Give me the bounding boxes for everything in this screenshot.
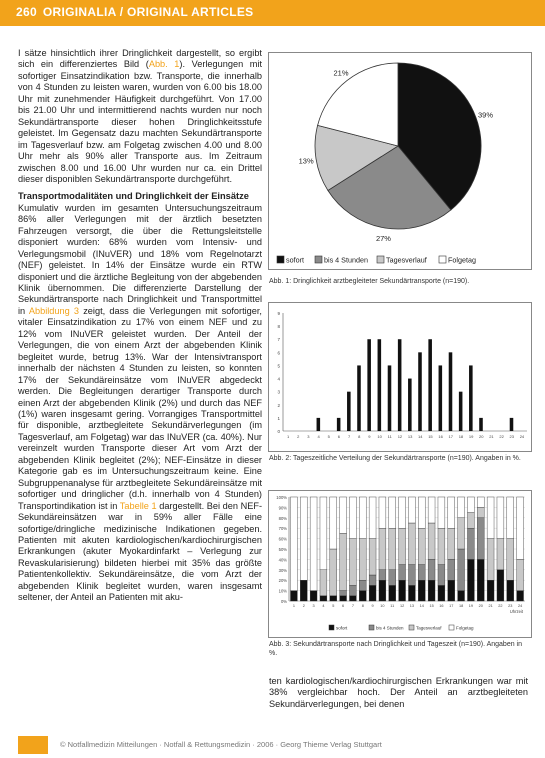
figure-2-caption: Abb. 2: Tageszeitliche Verteilung der Sekundärtransporte (n=190). Angaben in %. bbox=[269, 455, 521, 462]
stacked-bar-segment bbox=[517, 497, 524, 559]
stacked-bar-segment bbox=[320, 596, 327, 601]
stacked-bar-segment bbox=[359, 591, 366, 601]
bar bbox=[367, 339, 371, 431]
bar bbox=[428, 339, 432, 431]
x-tick-label: 2 bbox=[302, 604, 305, 608]
bar bbox=[388, 365, 392, 431]
stacked-bar-segment bbox=[310, 497, 317, 591]
stacked-bar-segment bbox=[507, 539, 514, 581]
stacked-bar-segment bbox=[359, 539, 366, 581]
x-tick-label: 3 bbox=[312, 604, 315, 608]
pie-label: 13% bbox=[298, 156, 314, 166]
stacked-bar-segment bbox=[467, 513, 474, 529]
x-tick-label: 8 bbox=[358, 434, 361, 439]
stacked-bar-segment bbox=[408, 585, 415, 601]
legend-label: Folgetag bbox=[448, 255, 476, 265]
figure-2-bar-chart bbox=[268, 302, 532, 452]
stacked-bar-segment bbox=[477, 559, 484, 601]
legend-label: sofort bbox=[336, 625, 348, 631]
stacked-bar-segment bbox=[477, 507, 484, 517]
y-tick-label: 0% bbox=[280, 599, 287, 604]
y-tick-label: 40% bbox=[278, 557, 287, 563]
x-tick-label: 3 bbox=[307, 434, 310, 439]
x-tick-label: 12 bbox=[397, 434, 403, 439]
x-tick-label: 5 bbox=[327, 434, 330, 439]
stacked-bar-segment bbox=[330, 596, 337, 601]
bar bbox=[398, 339, 402, 431]
y-tick-label: 10% bbox=[278, 588, 287, 594]
x-tick-label: 14 bbox=[419, 604, 424, 608]
legend-label: bis 4 Stunden bbox=[324, 255, 368, 265]
stacked-bar-segment bbox=[477, 497, 484, 507]
stacked-bar-segment bbox=[467, 497, 474, 513]
y-tick-label: 3 bbox=[277, 389, 280, 395]
y-tick-label: 90% bbox=[278, 505, 287, 511]
stacked-bar-segment bbox=[330, 497, 337, 549]
x-tick-label: 1 bbox=[292, 604, 295, 608]
x-tick-label: 24 bbox=[519, 434, 525, 439]
x-tick-label: 7 bbox=[347, 434, 351, 439]
x-tick-label: 12 bbox=[399, 604, 405, 608]
y-tick-label: 20% bbox=[278, 578, 287, 584]
page-footer bbox=[18, 736, 528, 752]
x-tick-label: 13 bbox=[409, 604, 415, 608]
y-tick-label: 70% bbox=[278, 526, 287, 532]
stacked-bar-segment bbox=[507, 497, 514, 539]
legend-swatch bbox=[377, 256, 384, 263]
stacked-bar-segment bbox=[389, 497, 396, 528]
stacked-bar-segment bbox=[290, 497, 297, 591]
legend-swatch bbox=[449, 625, 454, 630]
stacked-bar-segment bbox=[497, 570, 504, 601]
stacked-bar-segment bbox=[300, 497, 307, 580]
legend-label: sofort bbox=[286, 255, 304, 265]
stacked-bar-segment bbox=[300, 580, 307, 601]
y-tick-label: 50% bbox=[278, 547, 287, 552]
footer-accent-box bbox=[18, 736, 48, 754]
x-tick-label: 24 bbox=[517, 604, 523, 608]
figure-1-pie-chart bbox=[268, 52, 532, 270]
stacked-bar-segment bbox=[428, 497, 435, 523]
bar bbox=[317, 418, 321, 431]
x-tick-label: 17 bbox=[449, 604, 454, 608]
bar bbox=[347, 392, 351, 431]
bar bbox=[459, 392, 463, 431]
stacked-bar-segment bbox=[448, 559, 455, 580]
legend-label: bis 4 Stunden bbox=[376, 625, 404, 631]
stacked-bar-segment bbox=[389, 528, 396, 570]
stacked-bar-segment bbox=[487, 580, 494, 601]
x-tick-label: 22 bbox=[498, 604, 503, 608]
running-header bbox=[16, 5, 253, 19]
stacked-bar-segment bbox=[507, 580, 514, 601]
stacked-bar-segment bbox=[399, 565, 406, 581]
legend-swatch bbox=[315, 256, 322, 263]
stacked-bar-segment bbox=[517, 591, 524, 601]
paragraph-2: Kumulativ wurden im gesamten Untersuchungszeitraum 86% aller Verlegungen mit der ärztlich besetzten Fahrzeugen versorgt, die über die Rettungsleitstelle disponiert wurden: 68% wurden vom Intensiv- und Verlegungsmobil (INuVER) und 18% vom Regelnotarzt (NEF) geleistet. In 14% der Einsätze wurde ein RTW disponiert und die ärztliche Begleitung von der abgebenden Klinik übernommen. Die differenzierte Darstellung der Sekundärtransporte nach Dringlichkeit und Transportmittel in Abbildung 3 zeigt, dass die Verlegungen mit sofortiger, vitaler Einsatzindikation zu 17% von einem NEF und zu 12% vom INuVER geleistet wurden. Der Anteil der Verlegungen, die von einem Arzt der abgebenden Klinik begleitet wurde, betrug 13%. War der Intensivtransport innerhalb der nächsten 4 Stunden zu leisten, so konnten 17% der Sekundäreinsätze vom INuVER abgedeckt werden. Die Begleitungen derartiger Transporte durch einen Arzt der abgebenden Klinik (2%) und durch das NEF (1%) waren insgesamt gering. Vorrangiges Transportmittel für disponible, arztbegleitete Sekundärverlegungen (im Tagesverlauf, am Folgetag) war das INuVER (ca. 40%). Nur vereinzelt wurden Transporte dieser Art vom Arzt der abgebenden Klinik begleitet (2%); NEF-Einsätze in dieser Kategorie gab es im Untersuchungszeitraum keine. Eine Subgruppenanalyse für arztbegleitete Sekundäreinsätze mit sofortiger und dringlicher (d.h. innerhalb von 4 Stunden) Transportindikation ist in Tabelle 1 dargestellt. Bei den NEF-Sekundäreinsätzen war in 59% aller Fälle eine sofortige/dringliche medizinische Indikationen gegeben. Patienten mit akuten kardiologischen/kardiochirurgischen Erkrankungen (akuter Myokardinfarkt – Verlegung zur Revaskularisierung) bildeten hierbei mit 35% das größte Patientenkollektiv. Sekundäreinsätze, die vom Arzt der abgebenden Klinik begleitet wurden, waren insgesamt seltener, der Anteil an Patienten mit aku- bbox=[18, 202, 262, 603]
stacked-bar-segment bbox=[458, 497, 465, 518]
stacked-bar-segment bbox=[340, 596, 347, 601]
x-tick-label: 4 bbox=[322, 604, 325, 608]
x-tick-label: 6 bbox=[342, 604, 345, 608]
figure-3-stacked-bar-chart bbox=[268, 490, 532, 638]
y-tick-label: 4 bbox=[277, 376, 280, 382]
paragraph-1: I sätze hinsichtlich ihrer Dringlichkeit dargestellt, so ergibt sich ein differenziertes Bild (Abb. 1). Verlegungen mit sofortiger Einsatzindikation bzw. Transporte, die innerhalb von 4 Stunden zu leisten waren, wurden von 6.00 bis 18.00 Uhr mit zunehmender Häufigkeit durchgeführt. Von 17.00 bis 21.00 Uhr und intermittierend nachts wurden nur noch Sekundärtransporte dieser hohen Dringlichkeitsstufe geleistet. Im Gegensatz dazu machten Sekundärtransporte im Tagesverlauf bzw. am Folgetag zwischen 4.00 und 8.00 Uhr mehr als 90% aller Transporte aus. Im Zeitraum zwischen 8.00 und 16.00 Uhr wurden nur ca. ein Drittel dieser disponiblen Sekundärtransporte durchgeführt. bbox=[18, 48, 263, 184]
x-tick-label: 23 bbox=[508, 604, 513, 608]
footer-text: © Notfallmedizin Mitteilungen · Notfall & Rettungsmedizin · 2006 · Georg Thieme Verlag Stuttgart bbox=[60, 740, 382, 749]
stacked-bar-segment bbox=[497, 539, 504, 570]
stacked-bar-segment bbox=[428, 559, 435, 580]
stacked-bar-segment bbox=[408, 523, 415, 565]
stacked-bar-segment bbox=[448, 497, 455, 528]
stacked-bar-segment bbox=[369, 585, 376, 601]
x-axis-label: Uhrzeit bbox=[509, 609, 523, 614]
stacked-bar-segment bbox=[438, 497, 445, 528]
page-header-bar bbox=[0, 0, 545, 26]
stacked-bar-segment bbox=[448, 528, 455, 559]
stacked-svg bbox=[269, 491, 531, 637]
stacked-bar-segment bbox=[428, 523, 435, 559]
stacked-bar-segment bbox=[418, 565, 425, 581]
x-tick-label: 19 bbox=[468, 434, 474, 439]
stacked-bar-segment bbox=[399, 580, 406, 601]
x-tick-label: 19 bbox=[468, 604, 474, 608]
stacked-bar-segment bbox=[349, 497, 356, 539]
pie-label: 39% bbox=[477, 110, 494, 120]
stacked-bar-segment bbox=[389, 570, 396, 586]
y-tick-label: 0 bbox=[277, 429, 280, 434]
legend-label: Tagesverlauf bbox=[386, 255, 427, 265]
x-tick-label: 16 bbox=[439, 604, 444, 608]
bar bbox=[439, 365, 443, 431]
y-tick-label: 5 bbox=[277, 363, 280, 369]
stacked-bar-segment bbox=[487, 539, 494, 581]
x-tick-label: 11 bbox=[387, 434, 392, 439]
y-tick-label: 6 bbox=[277, 350, 280, 356]
stacked-bar-segment bbox=[418, 528, 425, 564]
right-text-column-continuation: ten kardiologischen/kardiochirurgischen Erkrankungen war mit 38% vergleichbar hoch. Der Anteil an arztbegleiteten Sekundärverlegungen, bei denen bbox=[269, 676, 528, 709]
bar bbox=[449, 352, 453, 431]
stacked-bar-segment bbox=[340, 591, 347, 596]
x-tick-label: 16 bbox=[438, 434, 443, 439]
x-tick-label: 15 bbox=[428, 434, 433, 439]
y-tick-label: 8 bbox=[277, 324, 280, 330]
x-tick-label: 20 bbox=[478, 604, 483, 608]
pie-label: 21% bbox=[333, 68, 349, 78]
stacked-bar-segment bbox=[359, 580, 366, 590]
x-tick-label: 7 bbox=[351, 604, 354, 608]
stacked-bar-segment bbox=[379, 570, 386, 580]
bar bbox=[510, 418, 514, 431]
x-tick-label: 18 bbox=[458, 604, 464, 608]
stacked-bar-segment bbox=[379, 580, 386, 601]
figure-ref-3[interactable]: Abbildung 3 bbox=[28, 305, 80, 316]
stacked-bar-segment bbox=[418, 497, 425, 528]
x-tick-label: 4 bbox=[317, 434, 320, 439]
figure-3-caption: Abb. 3: Sekundärtransporte nach Dringlichkeit und Tageszeit (n=190). Angaben in %. bbox=[269, 641, 523, 657]
legend-swatch bbox=[409, 625, 414, 630]
stacked-bar-segment bbox=[330, 549, 337, 596]
pie-label: 27% bbox=[375, 233, 391, 243]
section-title: ORIGINALIA / ORIGINAL ARTICLES bbox=[42, 5, 254, 19]
stacked-bar-segment bbox=[359, 497, 366, 539]
section-heading: Transportmodalitäten und Dringlichkeit der Einsätze bbox=[18, 191, 249, 202]
bar-svg bbox=[269, 303, 531, 451]
y-tick-label: 1 bbox=[277, 415, 280, 421]
legend-label: Tagesverlauf bbox=[416, 625, 442, 631]
x-tick-label: 13 bbox=[407, 434, 413, 439]
x-tick-label: 20 bbox=[479, 434, 484, 439]
legend-label: Folgetag bbox=[456, 625, 474, 631]
stacked-bar-segment bbox=[408, 497, 415, 523]
page-number: 260 bbox=[16, 5, 37, 19]
stacked-bar-segment bbox=[340, 533, 347, 590]
y-tick-label: 80% bbox=[278, 515, 287, 521]
bar bbox=[418, 352, 422, 431]
x-tick-label: 8 bbox=[361, 604, 364, 608]
x-tick-label: 21 bbox=[488, 604, 493, 608]
stacked-bar-segment bbox=[379, 528, 386, 570]
stacked-bar-segment bbox=[369, 497, 376, 539]
stacked-bar-segment bbox=[349, 596, 356, 601]
figure-1-caption: Abb. 1: Dringlichkeit arztbegleiteter Sekundärtransporte (n=190). bbox=[269, 278, 470, 285]
stacked-legend bbox=[329, 625, 474, 631]
x-tick-label: 15 bbox=[429, 604, 434, 608]
x-tick-label: 14 bbox=[418, 434, 423, 439]
stacked-bar-segment bbox=[418, 580, 425, 601]
bar bbox=[408, 379, 412, 431]
x-tick-label: 9 bbox=[368, 434, 371, 439]
stacked-bar-segment bbox=[399, 528, 406, 564]
x-tick-label: 1 bbox=[286, 434, 290, 439]
bar bbox=[479, 418, 483, 431]
x-tick-label: 6 bbox=[337, 434, 341, 439]
x-tick-label: 10 bbox=[377, 434, 382, 439]
stacked-bar-segment bbox=[349, 539, 356, 586]
x-tick-label: 5 bbox=[332, 604, 335, 608]
stacked-bar-segment bbox=[438, 528, 445, 564]
stacked-bar-segment bbox=[290, 591, 297, 601]
y-tick-label: 2 bbox=[277, 402, 280, 408]
stacked-bar-segment bbox=[340, 497, 347, 533]
x-tick-label: 11 bbox=[390, 604, 395, 608]
stacked-bar-segment bbox=[408, 565, 415, 586]
stacked-bar-segment bbox=[467, 528, 474, 559]
y-tick-label: 9 bbox=[277, 311, 280, 316]
table-ref-1[interactable]: Tabelle 1 bbox=[119, 500, 157, 511]
stacked-bar-segment bbox=[438, 585, 445, 601]
bar bbox=[357, 365, 361, 431]
x-tick-label: 9 bbox=[371, 604, 374, 608]
y-tick-label: 60% bbox=[278, 536, 287, 542]
y-tick-label: 100% bbox=[276, 495, 287, 500]
y-tick-label: 7 bbox=[277, 337, 280, 343]
stacked-bar-segment bbox=[389, 585, 396, 601]
pie-legend bbox=[277, 256, 476, 265]
legend-swatch bbox=[439, 256, 446, 263]
x-tick-label: 21 bbox=[489, 434, 494, 439]
stacked-bar-segment bbox=[458, 549, 465, 591]
stacked-bar-segment bbox=[448, 580, 455, 601]
stacked-bar-segment bbox=[517, 559, 524, 590]
x-tick-label: 10 bbox=[380, 604, 385, 608]
stacked-bar-segment bbox=[349, 585, 356, 595]
stacked-bar-segment bbox=[379, 497, 386, 528]
stacked-bar-segment bbox=[487, 497, 494, 539]
stacked-bar-segment bbox=[310, 591, 317, 601]
figure-ref-1[interactable]: Abb. 1 bbox=[148, 59, 180, 70]
bar bbox=[378, 339, 382, 431]
stacked-bar-segment bbox=[458, 591, 465, 601]
x-tick-label: 17 bbox=[448, 434, 453, 439]
x-tick-label: 23 bbox=[509, 434, 514, 439]
stacked-bar-segment bbox=[428, 580, 435, 601]
stacked-bar-segment bbox=[369, 575, 376, 585]
legend-swatch bbox=[277, 256, 284, 263]
stacked-bar-segment bbox=[320, 570, 327, 596]
legend-swatch bbox=[329, 625, 334, 630]
stacked-bar-segment bbox=[438, 565, 445, 586]
pie-svg bbox=[269, 53, 531, 269]
y-tick-label: 30% bbox=[278, 567, 287, 573]
stacked-bar-segment bbox=[477, 518, 484, 560]
left-text-column bbox=[18, 48, 262, 604]
stacked-bar-segment bbox=[467, 559, 474, 601]
stacked-bar-segment bbox=[320, 497, 327, 570]
x-tick-label: 18 bbox=[458, 434, 464, 439]
x-tick-label: 2 bbox=[297, 434, 300, 439]
legend-swatch bbox=[369, 625, 374, 630]
bar bbox=[469, 365, 473, 431]
stacked-bar-segment bbox=[497, 497, 504, 539]
x-tick-label: 22 bbox=[499, 434, 504, 439]
stacked-bar-segment bbox=[369, 539, 376, 575]
bar bbox=[337, 418, 341, 431]
stacked-bar-segment bbox=[399, 497, 406, 528]
stacked-bar-segment bbox=[458, 518, 465, 549]
